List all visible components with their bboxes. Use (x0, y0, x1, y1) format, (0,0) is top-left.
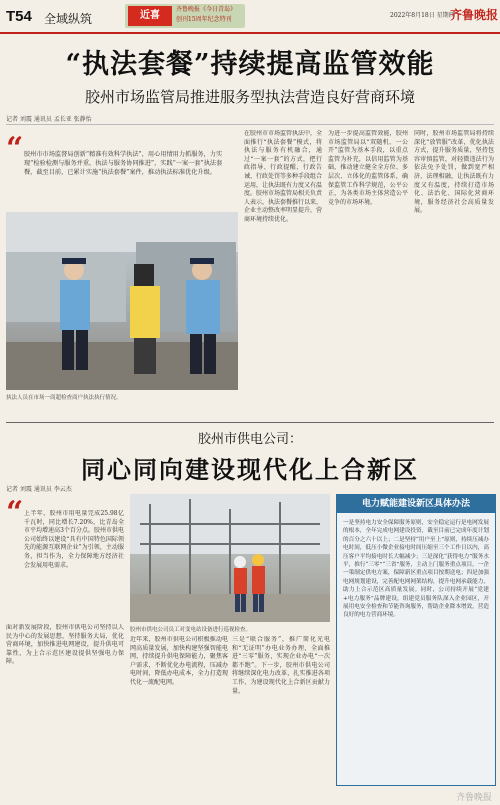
article2-photo (130, 494, 330, 622)
article2-title: 同心同向建设现代化上合新区 (81, 455, 419, 484)
sidebar-title: 电力赋能建设新区具体办法 (337, 495, 495, 513)
header-rule (0, 32, 500, 34)
article1-column-3: 为进一步提高监管效能，胶州市场监管局以“双随机、一公开”监管为基本手段，以重点监管为补充，以信用监管为基础，推动建立健全全方位、多层次、立体化的监管体系，确保监管工作科学规范，公平公正，为各类市场主体营造公平竞争的市场环境。 (328, 130, 408, 206)
article2-byline: 记者 刘震 通讯员 李云杰 (6, 486, 72, 493)
page-number: T54 (6, 8, 32, 25)
substation-photo (130, 494, 330, 622)
article1-column-4: 同时，胶州市场监管局将持续深化“放管服”改革，优化执法方式，提升服务质量，坚持包容审慎监管，对轻微违法行为依法免予处罚，做到宽严相济、法理相融，让执法既有力度又有温度，持续打造市场化、法治化、国际化营商环境，服务经济社会高质量发展。 (414, 130, 494, 215)
section-name: 全域纵筑 (44, 12, 93, 26)
inspection-photo (6, 212, 238, 390)
article2-lead: 上半年，胶州市用电量完成25.98亿千瓦时，同比增长7.20%，比青岛全市平均增速高3个百分点。胶州市供电公司始终以建设“具有中国特色国际领先的能源互联网企业”为引领，主动服务，担当作为，全力保障地方经济社会发展用电需求。 (24, 510, 124, 569)
article-divider (6, 422, 494, 423)
quote-mark-icon: “ (6, 131, 24, 166)
watermark: 齐鲁晚报 (455, 792, 492, 802)
article1-title: “执法套餐”持续提高监管效能 (65, 49, 435, 80)
banner-text: 齐鲁晚报《今日青岛》 创刊15周年纪念特刊 (176, 6, 237, 23)
article2-kicker: 胶州市供电公司： (197, 432, 302, 447)
article1-lead: 胶州市市场监督局创新“精准有效科学执法”，用心用情用力抓服务，力实现“检验检测与服务并重，执法与服务协同推进”，实践“一案一套”执法套餐，截至目前，已累计实施“执法套餐”案件，推动执法标准优化升级。 (24, 151, 223, 176)
page-footer (0, 786, 500, 805)
article2-column-1: 面对新发展阶段，胶州市供电公司坚持以人民为中心的发展思想，坚持服务大局，优化营商环境，加快推进电网建设，提升供电可靠性，为上合示范区建设提供坚强电力保障。 (6, 624, 124, 666)
article1-byline: 记者 刘震 通讯员 孟长亚 张静怡 (6, 116, 92, 123)
quote-mark-icon: “ (6, 495, 24, 530)
article1-subtitle: 胶州市场监管局推进服务型执法营造良好营商环境 (84, 88, 415, 106)
article2-column-2: 近年来，胶州市供电公司积极推动电网高质量发展，加快构建坚强智能电网，持续提升供电保障能力，聚焦客户需求，不断优化办电流程，压减办电时间，降低办电成本，全力打造现代化一流配电网。 (130, 636, 228, 686)
article1-column-2: 在胶州市市场监管执法中，全面推行“执法套餐”模式，将执法与服务有机融合，通过“一案一套”的方式，把行政指导、行政提醒、行政告诫、行政处罚等多种手段组合运用，让执法既有力度又有温度。胶州市场监管局相关负责人表示，执法套餐推行以来，企业主动整改率明显提升，营商环境持续优化。 (244, 130, 322, 223)
newspaper-logo: 齐鲁晚报 (450, 8, 499, 22)
article1-photo (6, 212, 238, 390)
banner-logo: 近喜 (128, 6, 172, 26)
article2-column-3: 三是“联合服务”，推广简化光电和“无证明”办电业务办理，全面推进“三零”服务，实现企业办电“一次都不跑”。下一步，胶州市供电公司将继续深化电力改革，扎实推进各项工作，为建设现代化上合新区贡献力量。 (232, 636, 330, 695)
sidebar-text: 一是坚持电力安全保障服务原则，安全稳定运行是电网发展的根本，全年完成电网建设投资，截至目前已完成年度计划的百分之六十以上；二是坚持“用户至上”原则，持续压减办电时间，低压小微企业接电时间压缩至三个工作日以内，高压客户平均接电时长大幅减少；三是深化“获得电力”服务水平，推行“三零”“三省”服务，主动上门服务重点项目，一企一策制定供电方案，保障新区重点项目按期送电；四是加强电网规划建设，完善配电网网架结构，提升电网承载能力，助力上合示范区高质量发展。同时，公司持续开展“党建+电力服务”品牌建设，组建党员服务队深入企业园区，开展用电安全检查和节能咨询服务，帮助企业降本增效，营造良好的电力营商环境。 (343, 520, 489, 619)
divider (6, 124, 494, 125)
article2-photo-caption: 胶州市供电公司员工对变电站设备进行巡视检查。 (130, 627, 252, 633)
sidebar-box (336, 494, 496, 786)
article1-photo-caption: 执法人员在市场一商超检查商户执法执行情况。 (6, 395, 122, 401)
issue-date: 2022年8月18日 星期四 (390, 12, 455, 19)
